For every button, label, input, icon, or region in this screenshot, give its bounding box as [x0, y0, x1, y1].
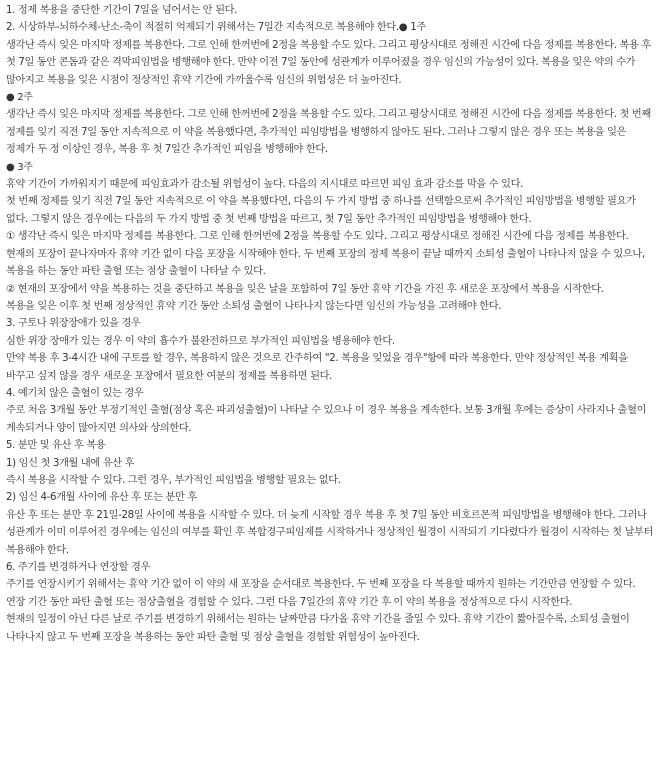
item-6-text-1: 주기를 연장시키기 위해서는 휴약 기간 없이 이 약의 새 포장을 순서대로 복용한다. 두 번째 포장을 다 복용할 때까지 원하는 기간만큼 연장할 수 있다. 연장 기간 동안 파탄 출혈 또는 점상출혈을 경험할 수 있다. 그런 다음 7일간의 휴약 기간 후 이 약의 복용을 정상적으로 다시 시작한다.	[6, 579, 636, 608]
week-2-heading: ● 2주	[6, 92, 33, 104]
item-1-interval-limit: 1. 정제 복용을 중단한 기간이 7일을 넘어서는 안 된다.	[6, 5, 237, 16]
item-3-text-2: 만약 복용 후 3-4시간 내에 구토를 할 경우, 복용하지 않은 것으로 간주하여 "2. 복용을 잊었을 경우"항에 따라 복용한다. 만약 정상적인 복용 계획을 바꾸고 싶지 않을 경우 새로운 포장에서 필요한 여분의 정제를 복용하면 된다.	[6, 353, 628, 382]
item-5-2-heading: 2) 임신 4-6개월 사이에 유산 후 또는 분만 후	[6, 492, 197, 504]
item-5-1-text: 즉시 복용을 시작할 수 있다. 그런 경우, 부가적인 피임법을 병행할 필요는 없다.	[6, 474, 341, 486]
missed-dose-pregnancy-note: 복용을 잊은 이후 첫 번째 정상적인 휴약 기간 동안 소퇴성 출혈이 나타나지 않는다면 임신의 가능성을 고려해야 한다.	[6, 300, 502, 312]
week-3-options-intro: 첫 번째 정제를 잊기 직전 7일 동안 지속적으로 이 약을 복용했다면, 다음의 두 가지 방법 중 하나를 선택함으로써 추가적인 피임방법을 병행할 필요가 없다. 그렇지 않은 경우에는 다음의 두 가지 방법 중 첫 번째 방법을 따르고, 첫 7일 동안 추가적인 피임방법을 병행해야 한다.	[6, 196, 636, 225]
week-3-option-2: ② 현재의 포장에서 약을 복용하는 것을 중단하고 복용을 잊은 날을 포함하여 7일 동안 휴약 기간을 가진 후 새로운 포장에서 복용을 시작한다.	[6, 283, 604, 295]
week-3-intro: 휴약 기간이 가까워지기 때문에 피임효과가 감소될 위험성이 높다. 다음의 지시대로 따르면 피임 효과 감소를 막을 수 있다.	[6, 179, 524, 191]
item-4-text: 주로 처음 3개월 동안 부정기적인 출혈(점상 혹은 파괴성출혈)이 나타날 수 있으나 이 경우 복용을 계속한다. 보통 3개월 후에는 증상이 사라지나 출혈이 계속되거나 양이 많아지면 의사와 상의한다.	[6, 405, 647, 434]
item-5-1-heading: 1) 임신 첫 3개월 내에 유산 후	[6, 457, 135, 469]
item-4-heading: 4. 예기치 않은 출혈이 있는 경우	[6, 387, 144, 399]
item-6-text-2: 현재의 일정이 아닌 다른 날로 주기를 변경하기 위해서는 원하는 날짜만큼 다가올 휴약 기간을 줄일 수 있다. 휴약 기간이 짧아질수록, 소퇴성 출혈이 나타나지 않고 두 번째 포장을 복용하는 동안 파탄 출혈 및 점상 출혈을 경험할 위험성이 높아진다.	[6, 614, 630, 643]
week-1-instructions: 생각난 즉시 잊은 마지막 정제를 복용한다. 그로 인해 한꺼번에 2정을 복용할 수도 있다. 그리고 평상시대로 정해진 시간에 다음 정제를 복용한다. 복용 후 첫 7일 동안 콘돔과 같은 격막피임법을 병행해야 한다. 만약 이전 7일 동안에 성관계가 이루어졌을 경우 임신의 가능성이 있다. 복용을 잊은 약의 수가 많아지고 복용을 잊은 시점이 정상적인 휴약 기간에 가까울수록 임신의 위험성은 더 높아진다.	[6, 39, 651, 86]
week-3-heading: ● 3주	[6, 161, 33, 173]
item-3-heading: 3. 구토나 위장장애가 있을 경우	[6, 318, 141, 330]
item-5-heading: 5. 분만 및 유산 후 복용	[6, 440, 106, 452]
item-6-heading: 6. 주기를 변경하거나 연장할 경우	[6, 562, 150, 573]
item-5-2-text: 유산 후 또는 분만 후 21일-28일 사이에 복용을 시작할 수 있다. 더 늦게 시작할 경우 복용 후 첫 7일 동안 비호르몬적 피임방법을 병행해야 한다. 그러나 성관계가 이미 이루어진 경우에는 임신의 여부를 확인 후 복합경구피임제를 시작하거나 정상적인 월경이 시작되기 기다렸다가 월경이 시작하는 첫 날부터 복용해야 한다.	[6, 509, 654, 556]
item-3-text-1: 심한 위장 장애가 있는 경우 이 약의 흡수가 불완전하므로 부가적인 피임법을 병용해야 한다.	[6, 335, 395, 347]
item-2-heading-week-1: 2. 시상하부-뇌하수체-난소-축이 적절히 억제되기 위해서는 7일간 지속적으로 복용해야 한다.● 1주	[6, 22, 426, 34]
week-2-instructions: 생각난 즉시 잊은 마지막 정제를 복용한다. 그로 인해 한꺼번에 2정을 복용할 수도 있다. 그리고 평상시대로 정해진 시간에 다음 정제를 복용한다. 첫 번째 정제를 잊기 직전 7일 동안 지속적으로 이 약을 복용했다면, 추가적인 피임방법을 병행하지 않아도 된다. 그러나 그렇지 않은 경우 또는 복용을 잊은 정제가 두 정 이상인 경우, 복용 후 첫 7일간 추가적인 피임을 병행해야 한다.	[6, 109, 651, 156]
week-3-option-1: ① 생각난 즉시 잊은 마지막 정제를 복용한다. 그로 인해 한꺼번에 2정을 복용할 수도 있다. 그리고 평상시대로 정해진 시간에 다음 정제를 복용한다. 현재의 포장이 끝나자마자 휴약 기간 없이 다음 포장을 시작해야 한다. 두 번째 포장의 정제 복용이 끝날 때까지 소퇴성 출혈이 나타나지 않을 수 있으나, 복용을 하는 동안 파탄 출혈 또는 점상 출혈이 나타날 수 있다.	[6, 231, 645, 278]
